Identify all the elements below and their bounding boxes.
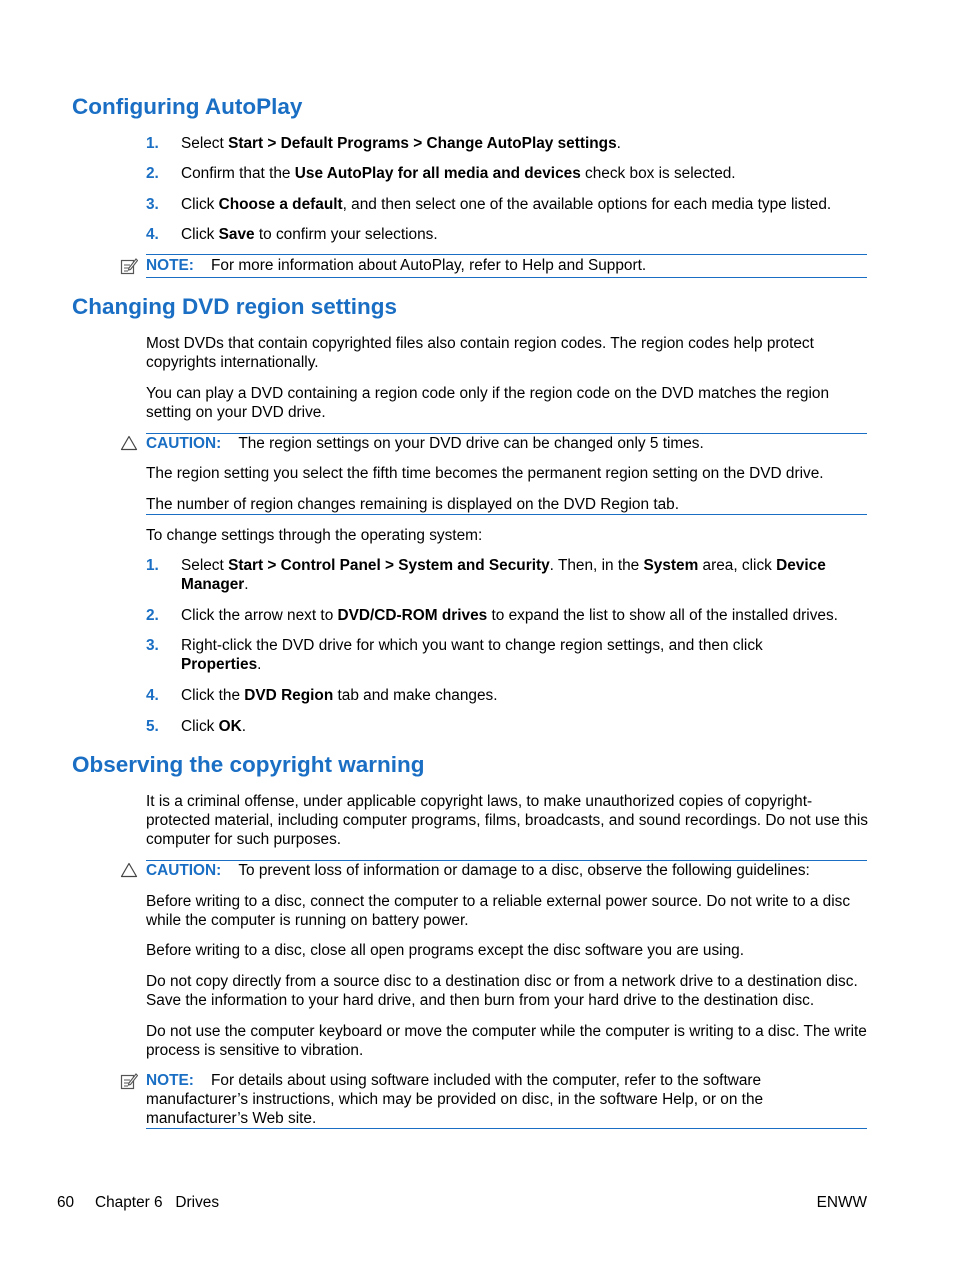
- note-text-autoplay: [146, 256, 870, 275]
- step-number: 4.: [146, 687, 159, 704]
- list-item: [181, 195, 871, 214]
- list-item: [181, 164, 871, 183]
- page-number: 60: [57, 1194, 75, 1211]
- step-text: Click the: [181, 687, 245, 704]
- step-number: 3.: [146, 637, 159, 654]
- step-text: tab and make changes.: [333, 687, 498, 704]
- step-number: 1.: [146, 557, 159, 574]
- ui-term: Device Manager: [181, 557, 826, 593]
- step-number: 2.: [146, 607, 159, 624]
- step-text: Click: [181, 718, 219, 735]
- caution-detail: The region setting you select the fifth time becomes the permanent region setting on the DVD drive.: [146, 465, 824, 482]
- step-text: .: [241, 718, 246, 735]
- ui-term: System: [643, 557, 699, 574]
- step-number: 2.: [146, 165, 159, 182]
- step-text: .: [257, 656, 262, 673]
- caution-rule-bottom: [146, 514, 867, 515]
- note-label: NOTE:: [146, 257, 194, 274]
- guideline: Do not use the computer keyboard or move the computer while the computer is writing to a disc. The write process is sensitive to vibration.: [146, 1023, 867, 1059]
- guideline: Before writing to a disc, close all open programs except the disc software you are using.: [146, 942, 744, 959]
- note-icon: [120, 257, 138, 275]
- step-text: Confirm that the: [181, 165, 295, 182]
- paragraph: To change settings through the operating system:: [146, 527, 483, 544]
- list-item: [181, 225, 871, 244]
- list-item: [181, 636, 821, 674]
- note-label: NOTE:: [146, 1072, 194, 1089]
- note-text-software: [146, 1071, 806, 1128]
- note-body: For more information about AutoPlay, refer to Help and Support.: [211, 257, 647, 274]
- chapter-label: Chapter 6 Drives: [95, 1194, 220, 1211]
- step-text: . Then, in the: [549, 557, 644, 574]
- list-item: [181, 606, 871, 625]
- ui-term: Save: [218, 226, 255, 243]
- list-item: [181, 686, 871, 705]
- guideline: Do not copy directly from a source disc to a destination disc or from a network drive to a destination disc. Save the information to your hard drive, and then burn from your hard drive to the destination disc.: [146, 973, 858, 1009]
- note-rule-bottom: [146, 277, 867, 278]
- caution-text: [146, 434, 870, 453]
- step-text: to expand the list to show all of the installed drives.: [487, 607, 838, 624]
- ui-term: Start > Default Programs > Change AutoPlay settings: [228, 135, 617, 152]
- note-body: For details about using software included with the computer, refer to the software manufacturer’s instructions, which may be provided on disc, in the software Help, or on the manufacturer’s Web site.: [146, 1072, 764, 1127]
- footer-right: ENWW: [816, 1194, 867, 1211]
- caution-label: CAUTION:: [146, 862, 222, 879]
- ui-term: Properties: [181, 656, 258, 673]
- paragraph: It is a criminal offense, under applicable copyright laws, to make unauthorized copies of copyright-protected material, including computer programs, films, broadcasts, and sound recordings. Do not use this computer for such purposes.: [146, 793, 869, 848]
- step-number: 5.: [146, 718, 159, 735]
- step-text: check box is selected.: [580, 165, 736, 182]
- caution-label: CAUTION:: [146, 435, 222, 452]
- step-text: area, click: [698, 557, 777, 574]
- caution-text: [146, 861, 870, 880]
- section-title-autoplay: Configuring AutoPlay: [72, 94, 303, 119]
- paragraph: Most DVDs that contain copyrighted files also contain region codes. The region codes help protect copyrights internationally.: [146, 335, 814, 371]
- step-number: 3.: [146, 196, 159, 213]
- note-rule-bottom: [146, 1128, 867, 1129]
- caution-body: The region settings on your DVD drive can be changed only 5 times.: [238, 435, 704, 452]
- step-text: Click the arrow next to: [181, 607, 338, 624]
- caution-detail: The number of region changes remaining is displayed on the DVD Region tab.: [146, 496, 679, 513]
- step-text: Select: [181, 135, 229, 152]
- step-text: to confirm your selections.: [254, 226, 438, 243]
- step-text: .: [616, 135, 621, 152]
- step-number: 4.: [146, 226, 159, 243]
- section-title-dvd-region: Changing DVD region settings: [72, 294, 398, 319]
- note-rule-top: [146, 254, 867, 255]
- caution-icon: [120, 861, 138, 879]
- list-item: [181, 717, 871, 736]
- step-text: , and then select one of the available options for each media type listed.: [342, 196, 832, 213]
- step-text: Select: [181, 557, 229, 574]
- step-number: 1.: [146, 135, 159, 152]
- ui-term: OK: [218, 718, 242, 735]
- ui-term: DVD Region: [244, 687, 334, 704]
- caution-body: To prevent loss of information or damage to a disc, observe the following guidelines:: [238, 862, 810, 879]
- paragraph: You can play a DVD containing a region code only if the region code on the DVD matches the region setting on your DVD drive.: [146, 385, 830, 421]
- caution-icon: [120, 434, 138, 452]
- note-icon: [120, 1072, 138, 1090]
- ui-term: DVD/CD-ROM drives: [337, 607, 488, 624]
- step-text: .: [244, 576, 249, 593]
- ui-term: Use AutoPlay for all media and devices: [294, 165, 581, 182]
- list-item: [181, 556, 871, 594]
- guideline: Before writing to a disc, connect the computer to a reliable external power source. Do not write to a disc while the computer is running on battery power.: [146, 893, 851, 929]
- step-text: Right-click the DVD drive for which you want to change region settings, and then click: [181, 637, 763, 654]
- list-item: [181, 134, 871, 153]
- ui-term: Start > Control Panel > System and Security: [228, 557, 550, 574]
- step-text: Click: [181, 196, 219, 213]
- step-text: Click: [181, 226, 219, 243]
- ui-term: Choose a default: [218, 196, 343, 213]
- section-title-copyright: Observing the copyright warning: [72, 752, 425, 777]
